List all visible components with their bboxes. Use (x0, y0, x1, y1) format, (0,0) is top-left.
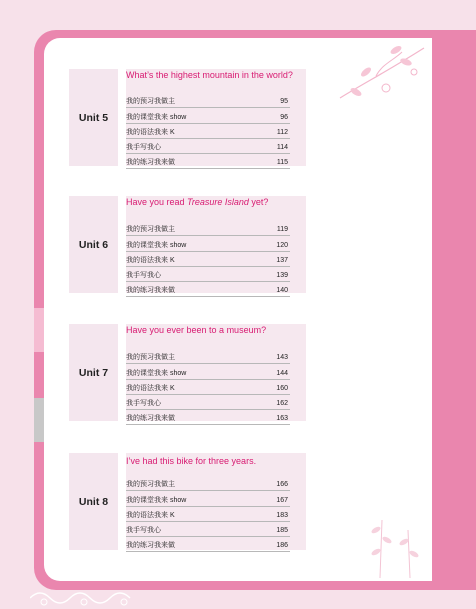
row-page: 183 (276, 511, 288, 519)
row-label: 我的练习我来做 (126, 159, 175, 167)
toc-row[interactable] (126, 537, 290, 552)
unit-5-rows (126, 93, 290, 169)
unit-5-title[interactable]: What’s the highest mountain in the world? (126, 70, 293, 80)
unit-7-label: Unit 7 (78, 366, 109, 379)
row-label: 我的练习我来做 (126, 415, 175, 423)
toc-row[interactable] (126, 349, 290, 364)
toc-row[interactable] (126, 507, 290, 522)
row-label: 我的课堂我来 show (126, 496, 187, 504)
row-page: 139 (276, 272, 288, 280)
toc-row[interactable] (126, 124, 290, 139)
row-label: 我的课堂我来 show (126, 113, 187, 121)
row-label: 我手写我心 (126, 144, 161, 152)
unit-7-box (69, 324, 118, 421)
toc-row[interactable] (126, 267, 290, 282)
row-page: 140 (276, 287, 288, 295)
unit-6-box (69, 196, 118, 293)
row-page: 162 (276, 400, 288, 408)
row-label: 我的预习我做主 (126, 481, 175, 489)
row-page: 185 (276, 527, 288, 535)
side-tab-pink (34, 308, 44, 352)
toc-row[interactable] (126, 252, 290, 267)
toc-row[interactable] (126, 522, 290, 537)
row-page: 119 (276, 226, 288, 234)
toc-row[interactable] (126, 93, 290, 108)
toc-row[interactable] (126, 476, 290, 491)
unit-5-box (69, 69, 118, 166)
row-page: 167 (276, 496, 288, 504)
row-label: 我的预习我做主 (126, 226, 175, 234)
toc-row[interactable] (126, 108, 290, 123)
row-page: 120 (276, 241, 288, 249)
row-label: 我的语法我来 K (126, 511, 175, 519)
unit-6-title[interactable] (126, 197, 268, 207)
toc-row[interactable] (126, 410, 290, 425)
row-label: 我的预习我做主 (126, 354, 175, 362)
row-label: 我手写我心 (126, 272, 161, 280)
unit-8-title[interactable]: I’ve had this bike for three years. (126, 456, 257, 466)
toc-row[interactable] (126, 154, 290, 169)
toc-row[interactable] (126, 221, 290, 236)
row-label: 我的语法我来 K (126, 256, 175, 264)
toc-row[interactable] (126, 364, 290, 379)
toc-row[interactable] (126, 395, 290, 410)
unit-6-title-italic: Treasure Island (187, 197, 249, 207)
right-pink-band (432, 30, 476, 590)
row-label: 我手写我心 (126, 527, 161, 535)
row-label: 我的课堂我来 show (126, 241, 187, 249)
lace-decoration-icon (30, 586, 150, 609)
plant-decoration-icon (360, 510, 430, 580)
branch-decoration-icon (336, 42, 428, 104)
unit-8-label: Unit 8 (78, 495, 109, 508)
unit-6-rows (126, 221, 290, 297)
toc-row[interactable] (126, 139, 290, 154)
row-label: 我的练习我来做 (126, 542, 175, 550)
row-label: 我的预习我做主 (126, 98, 175, 106)
row-page: 143 (276, 354, 288, 362)
row-page: 144 (276, 369, 288, 377)
row-page: 137 (276, 256, 288, 264)
row-page: 163 (276, 415, 288, 423)
row-page: 186 (276, 542, 288, 550)
unit-6-label: Unit 6 (78, 238, 109, 251)
row-page: 112 (276, 128, 288, 136)
toc-row[interactable] (126, 236, 290, 251)
unit-8-rows (126, 476, 290, 552)
unit-6-title-pre: Have you read (126, 197, 188, 207)
unit-5-label: Unit 5 (78, 111, 109, 124)
row-page: 160 (276, 384, 288, 392)
row-label: 我的练习我来做 (126, 287, 175, 295)
row-page: 114 (276, 144, 288, 152)
toc-row[interactable] (126, 282, 290, 297)
row-label: 我手写我心 (126, 400, 161, 408)
row-label: 我的语法我来 K (126, 128, 175, 136)
row-label: 我的语法我来 K (126, 384, 175, 392)
row-label: 我的课堂我来 show (126, 369, 187, 377)
row-page: 166 (276, 481, 288, 489)
unit-6-title-post: yet? (248, 197, 269, 207)
side-tab-grey (34, 398, 44, 442)
row-page: 96 (280, 113, 288, 121)
unit-7-title[interactable]: Have you ever been to a museum? (126, 325, 267, 335)
row-page: 115 (276, 159, 288, 167)
unit-7-rows (126, 349, 290, 425)
toc-row[interactable] (126, 380, 290, 395)
row-page: 95 (280, 98, 288, 106)
unit-8-box (69, 453, 118, 550)
toc-row[interactable] (126, 491, 290, 506)
